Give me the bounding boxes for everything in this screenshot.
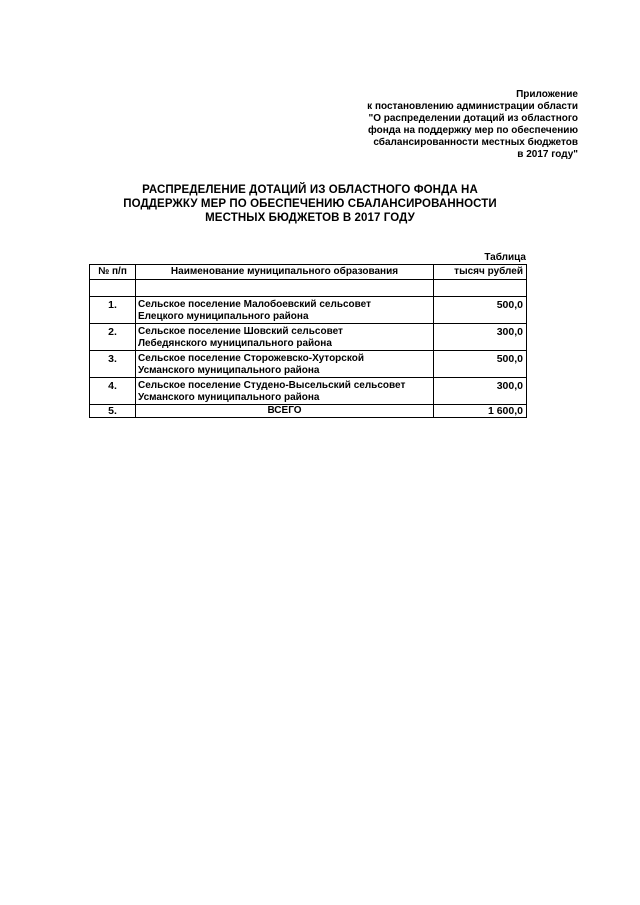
table-header-row (90, 265, 527, 280)
appendix-line: сбалансированности местных бюджетов (373, 137, 578, 148)
total-num: 5. (90, 405, 136, 418)
table-row (90, 378, 527, 405)
appendix-line: фонда на поддержку мер по обеспечению (367, 125, 578, 136)
row-amount: 300,0 (434, 378, 527, 405)
row-name-line: Сельское поселение Малобоевский сельсовет (138, 299, 371, 310)
title-line: МЕСТНЫХ БЮДЖЕТОВ В 2017 ГОДУ (205, 212, 415, 224)
spacer-cell (90, 280, 136, 297)
table-row (90, 351, 527, 378)
row-name-line: Лебедянского муниципального района (138, 338, 332, 349)
row-name (136, 297, 434, 324)
row-name (136, 378, 434, 405)
table-label: Таблица (484, 252, 526, 263)
row-amount: 500,0 (434, 351, 527, 378)
header-num: № п/п (90, 265, 136, 280)
document-title (100, 183, 520, 225)
row-name-line: Сельское поселение Сторожевско-Хуторской (138, 353, 364, 364)
appendix-line: к постановлению администрации области (367, 101, 578, 112)
row-num: 3. (90, 351, 136, 378)
row-num: 1. (90, 297, 136, 324)
header-sum: тысяч рублей (434, 265, 527, 280)
distribution-table (89, 264, 527, 418)
row-num: 2. (90, 324, 136, 351)
table-row (90, 297, 527, 324)
header-name: Наименование муниципального образования (136, 265, 434, 280)
title-line: ПОДДЕРЖКУ МЕР ПО ОБЕСПЕЧЕНИЮ СБАЛАНСИРОВАННОСТИ (123, 198, 497, 210)
row-name (136, 324, 434, 351)
row-name-line: Елецкого муниципального района (138, 311, 309, 322)
row-num: 4. (90, 378, 136, 405)
row-amount: 500,0 (434, 297, 527, 324)
row-name-line: Усманского муниципального района (138, 392, 320, 403)
total-amount: 1 600,0 (434, 405, 527, 418)
row-name-line: Сельское поселение Студено-Высельский сельсовет (138, 380, 406, 391)
appendix-line: Приложение (516, 89, 578, 100)
row-amount: 300,0 (434, 324, 527, 351)
appendix-line: "О распределении дотаций из областного (368, 113, 578, 124)
table-spacer-row (90, 280, 527, 297)
title-line: РАСПРЕДЕЛЕНИЕ ДОТАЦИЙ ИЗ ОБЛАСТНОГО ФОНДА НА (142, 184, 478, 196)
row-name-line: Усманского муниципального района (138, 365, 320, 376)
table-row (90, 324, 527, 351)
table-total-row (90, 405, 527, 418)
total-label: ВСЕГО (136, 405, 434, 418)
spacer-cell (434, 280, 527, 297)
row-name-line: Сельское поселение Шовский сельсовет (138, 326, 343, 337)
appendix-header (278, 89, 578, 161)
row-name (136, 351, 434, 378)
spacer-cell (136, 280, 434, 297)
appendix-line: в 2017 году" (517, 149, 578, 160)
